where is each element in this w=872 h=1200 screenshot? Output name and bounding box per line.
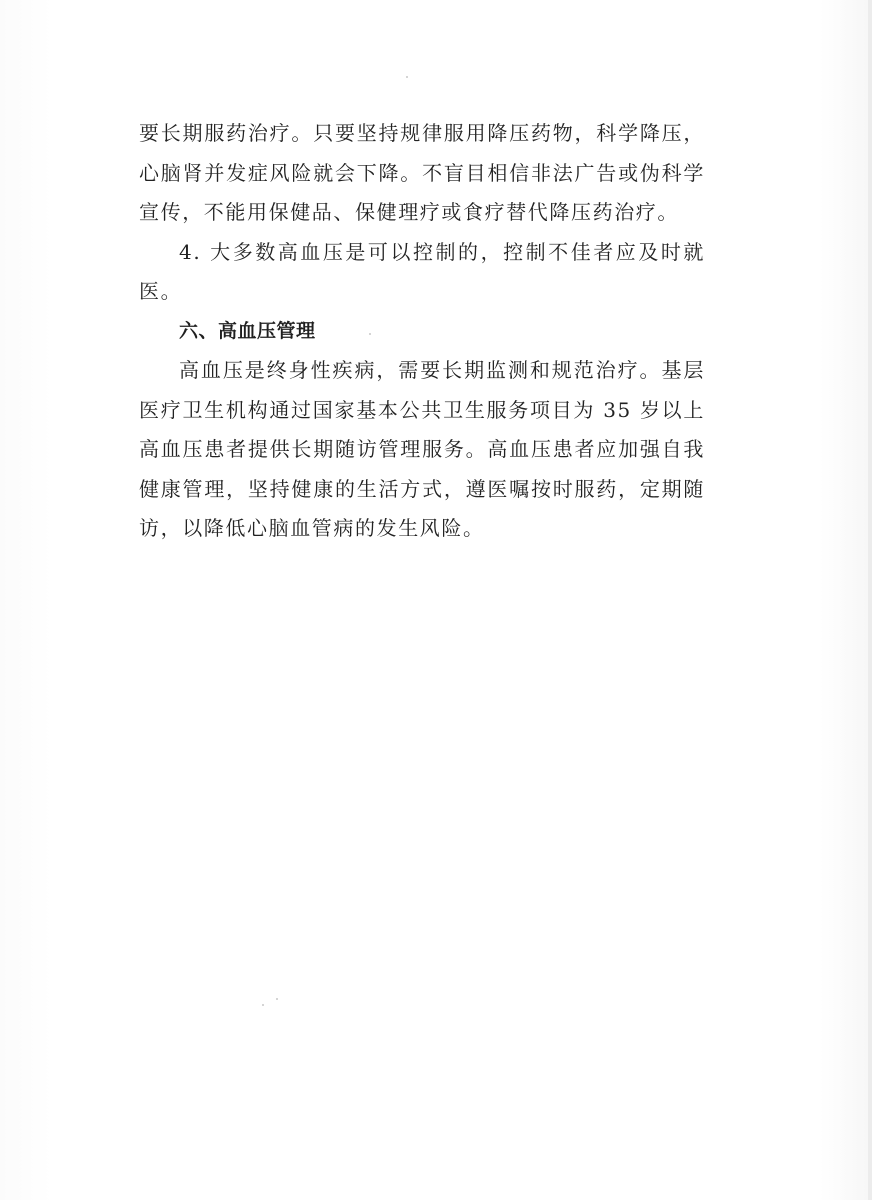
scan-speck <box>262 1004 264 1006</box>
paragraph-point-4: 4. 大多数高血压是可以控制的，控制不佳者应及时就医。 <box>139 239 705 303</box>
paragraph-continuation: 要长期服药治疗。只要坚持规律服用降压药物，科学降压，心脑肾并发症风险就会下降。不盲目相信非法广告或伪科学宣传，不能用保健品、保健理疗或食疗替代降压药治疗。 <box>139 121 705 224</box>
section-paragraph: 高血压是终身性疾病，需要长期监测和规范治疗。基层医疗卫生机构通过国家基本公共卫生服务项目为 35 岁以上高血压患者提供长期随访管理服务。高血压患者应加强自我健康管理，坚持健康的生活方式，遵医嘱按时服药，定期随访，以降低心脑血管病的发生风险。 <box>139 358 705 540</box>
scan-speck <box>406 76 408 78</box>
page-edge <box>868 0 872 1200</box>
scan-speck <box>369 333 371 335</box>
section-heading: 六、高血压管理 <box>179 319 316 342</box>
document-body <box>139 114 705 549</box>
scan-speck <box>276 998 278 1000</box>
